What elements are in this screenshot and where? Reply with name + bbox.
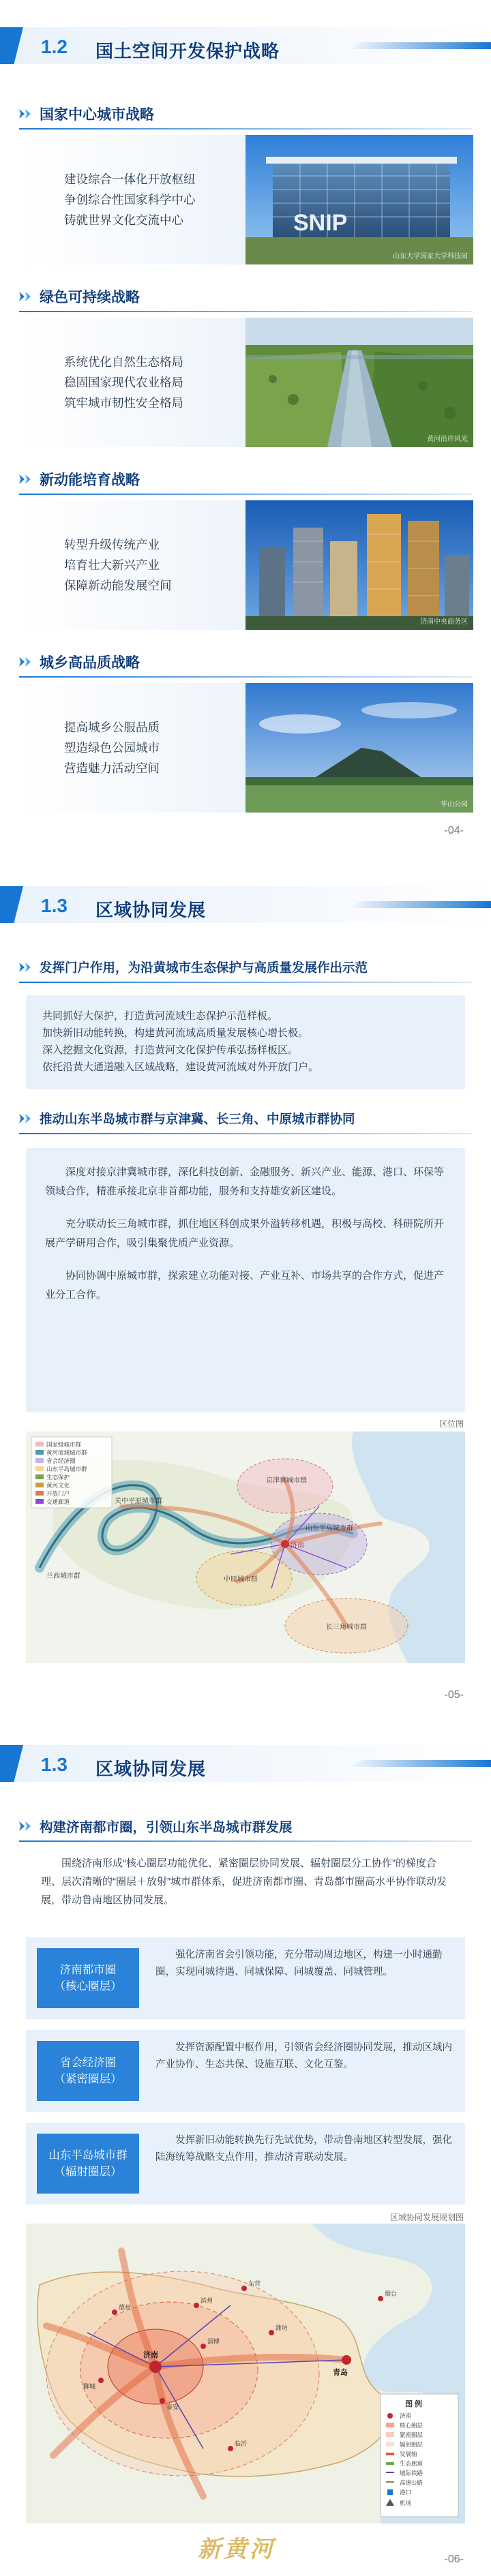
strategy-row-4 (20, 683, 473, 813)
location-map (26, 1431, 465, 1663)
region-tag-layer: （紧密圈层） (54, 2073, 122, 2085)
photo-credit: 山东大学国家大学科技园 (393, 253, 468, 260)
subheading-text: 构建济南都市圈，引领山东半岛城市群发展 (40, 1820, 293, 1835)
intro-paragraph: 围绕济南形成“核心圈层功能优化、紧密圈层协同发展、辐射圈层分工协作”的梯度合理、层次清晰的“圈层＋放射”城市群体系，促进济南都市圈、青岛都市圈高水平协作联动发展，带动鲁南地区协同发展。 (41, 1858, 447, 1906)
photo-science-park (246, 135, 473, 264)
map-label: 兰西城市群 (46, 1573, 80, 1580)
region-tag-layer: （核心圈层） (54, 1980, 122, 1992)
region-tag-name: 省会经济圈 (59, 2057, 117, 2069)
region-tag-name: 山东半岛城市群 (48, 2149, 128, 2162)
legend-label: 城际铁路 (400, 2470, 423, 2476)
subheading-urban-rural (19, 650, 140, 673)
subheading-underline (19, 494, 472, 495)
legend-label: 机场 (400, 2500, 412, 2506)
subheading-new-momentum (19, 468, 140, 491)
page-04 (0, 0, 491, 859)
photo-cbd-towers (246, 500, 473, 630)
strategy-line: 塑造绿色公园城市 (64, 741, 160, 755)
region-tag (37, 2041, 139, 2101)
legend-label: 国家级城市群 (46, 1441, 82, 1448)
legend-label: 核心圈层 (400, 2422, 423, 2429)
legend-label: 开放门户 (46, 1490, 70, 1497)
strategy-row-2 (20, 318, 473, 447)
photo-mountain-park (246, 683, 473, 813)
page-number: -05- (444, 1689, 464, 1701)
strategy-text (20, 683, 246, 813)
subheading-text: 国家中心城市战略 (40, 107, 154, 123)
map-label: 德州 (119, 2304, 132, 2311)
legend-label: 济南 (400, 2412, 412, 2419)
legend-label: 发展轴 (400, 2451, 417, 2457)
gateway-line: 深入挖掘文化资源，打造黄河文化保护传承弘扬样板区。 (42, 1044, 299, 1056)
cluster-paragraph: 充分联动长三角城市群，抓住地区科创成果外溢转移机遇，积极与高校、科研院所开展产学研用合作，吸引集聚优质产业资源。 (45, 1218, 445, 1249)
region-description: 强化济南省会引领功能，充分带动周边地区，构建一小时通勤圈，实现同城待遇、同城保障、同城覆盖、同城管理。 (155, 1950, 443, 1978)
photo-river-fields (246, 318, 473, 447)
region-tag-layer: （辐射圈层） (54, 2166, 122, 2178)
region-radiating (26, 2123, 465, 2204)
regional-plan-map (26, 2224, 465, 2524)
subheading-underline (19, 1840, 472, 1842)
map-label: 东营 (248, 2280, 261, 2287)
map-label: 京津冀城市群 (266, 1477, 307, 1485)
legend-label: 紧密圈层 (400, 2431, 423, 2438)
region-description: 发挥资源配置中枢作用，引领省会经济圈协同发展，推动区域内产业协作、生态共保、设施互联、文化互鉴。 (155, 2042, 452, 2070)
strategy-text (20, 135, 246, 264)
cluster-paragraph: 协同协调中原城市群，探索建立功能对接、产业互补、市场共享的合作方式，促进产业分工合作。 (45, 1270, 445, 1301)
map-label: 淄博 (207, 2338, 220, 2345)
strategy-line: 培育壮大新兴产业 (64, 558, 160, 572)
gateway-box (26, 995, 465, 1089)
chevron-icon (19, 472, 34, 487)
legend-label: 省会经济圈 (46, 1457, 76, 1464)
subheading-city-clusters (19, 1107, 355, 1130)
section-header-tail (348, 1760, 491, 1767)
map-label: 中原城市群 (224, 1576, 258, 1584)
subheading-underline (19, 311, 472, 312)
strategy-row-3 (20, 500, 473, 630)
section-number: 1.3 (41, 895, 68, 916)
section-title: 国土空间开发保护战略 (95, 41, 280, 61)
photo-credit: 黄河沿岸风光 (427, 436, 468, 443)
legend-label: 辐射圈层 (400, 2441, 423, 2448)
section-header-tail (348, 42, 491, 49)
map-label: 滨州 (200, 2297, 213, 2304)
page-number: -04- (444, 825, 464, 836)
subheading-underline (19, 676, 472, 678)
strategy-line: 提高城乡公服品质 (64, 721, 160, 734)
legend-label: 黄河流域城市群 (46, 1449, 87, 1456)
subheading-green (19, 285, 140, 308)
chevron-icon (19, 106, 34, 121)
map-label: 临沂 (235, 2440, 248, 2447)
subheading-text: 新动能培育战略 (40, 472, 140, 488)
strategy-line: 铸就世界文化交流中心 (64, 213, 183, 227)
strategy-line: 营造魅力活动空间 (64, 761, 160, 775)
strategy-line: 稳固国家现代农业格局 (64, 376, 183, 389)
map-label: 长三角城市群 (326, 1624, 367, 1631)
svg-text:SNIP: SNIP (293, 210, 348, 236)
page-05 (0, 859, 491, 1718)
region-core (26, 1937, 465, 2019)
map-label: 青岛 (333, 2369, 348, 2377)
watermark-logo: 新黄河 (198, 2536, 276, 2563)
chevron-icon (19, 960, 34, 975)
section-number: 1.2 (41, 36, 68, 57)
map-label: 泰安 (166, 2404, 179, 2410)
section-header-1-2 (0, 27, 491, 64)
photo-credit: 济南中央商务区 (420, 618, 468, 626)
strategy-line: 保障新动能发展空间 (64, 579, 172, 592)
legend-label: 黄河文化 (46, 1482, 70, 1489)
map-label: 聊城 (83, 2383, 96, 2390)
subheading-jinan-metro (19, 1815, 293, 1838)
chevron-icon (19, 1111, 34, 1126)
strategy-text (20, 318, 246, 447)
map-label: 济南 (291, 1542, 304, 1549)
gateway-line: 依托沿黄大通道融入区域战略，建设黄河流域对外开放门户。 (42, 1061, 319, 1073)
map-title: 区域协同发展规划图 (389, 2213, 464, 2222)
region-description: 发挥新旧动能转换先行先试优势，带动鲁南地区转型发展，强化陆海统筹战略支点作用，推动济青联动发展。 (155, 2135, 452, 2163)
legend-label: 高速公路 (400, 2479, 423, 2486)
map-label: 关中平原城市群 (115, 1498, 162, 1505)
strategy-line: 争创综合性国家科学中心 (64, 193, 196, 207)
chevron-icon (19, 1819, 34, 1834)
map-label: 济南 (143, 2351, 158, 2359)
cluster-paragraph: 深度对接京津冀城市群，深化科技创新、金融服务、新兴产业、能源、港口、环保等领域合作，精准承接北京非首都功能，服务和支持雄安新区建设。 (45, 1166, 445, 1197)
section-number: 1.3 (41, 1754, 68, 1775)
section-header-1-3 (0, 886, 491, 923)
gateway-line: 加快新旧动能转换，构建黄河流域高质量发展核心增长极。 (42, 1027, 309, 1039)
legend-label: 交通廊道 (46, 1498, 70, 1505)
legend-label: 山东半岛城市群 (46, 1466, 87, 1472)
map-title: 区位图 (438, 1419, 464, 1429)
strategy-line: 转型升级传统产业 (64, 538, 160, 551)
section-header-1-3 (0, 1745, 491, 1782)
subheading-underline (19, 1133, 472, 1134)
strategy-text (20, 500, 246, 630)
subheading-text: 绿色可持续战略 (40, 290, 140, 305)
region-tag (37, 2134, 139, 2194)
chevron-icon (19, 654, 34, 669)
subheading-national-center (19, 102, 154, 125)
subheading-text: 推动山东半岛城市群与京津冀、长三角、中原城市群协同 (40, 1112, 355, 1126)
section-title: 区域协同发展 (95, 1759, 207, 1779)
page-number: -06- (444, 2554, 464, 2565)
legend-label: 港口 (400, 2489, 412, 2496)
subheading-text: 发挥门户作用，为沿黄城市生态保护与高质量发展作出示范 (40, 960, 368, 975)
legend-title: 图 例 (405, 2400, 423, 2408)
chevron-icon (19, 289, 34, 304)
page-06 (0, 1718, 491, 2576)
subheading-underline (19, 982, 472, 983)
legend-label: 生态保护 (46, 1474, 70, 1481)
region-close (26, 2030, 465, 2112)
section-title: 区域协同发展 (95, 900, 207, 920)
city-cluster-box (26, 1148, 465, 1412)
strategy-line: 筑牢城市韧性安全格局 (64, 396, 183, 410)
region-tag-name: 济南都市圈 (59, 1964, 117, 1976)
map-label: 潍坊 (276, 2324, 288, 2331)
subheading-gateway (19, 956, 368, 979)
section-header-tail (348, 901, 491, 908)
legend-label: 生态廊道 (400, 2460, 423, 2467)
strategy-row-1 (20, 135, 473, 264)
map-label: 烟台 (385, 2290, 398, 2297)
gateway-line: 共同抓好大保护，打造黄河流域生态保护示范样板。 (42, 1010, 278, 1022)
map-label: 山东半岛城市群 (306, 1525, 353, 1532)
subheading-underline (19, 128, 472, 130)
subheading-text: 城乡高品质战略 (40, 655, 140, 671)
photo-credit: 华山公园 (441, 801, 468, 808)
region-tag (37, 1948, 139, 2008)
strategy-line: 系统优化自然生态格局 (64, 355, 183, 369)
strategy-line: 建设综合一体化开放枢纽 (64, 172, 196, 186)
